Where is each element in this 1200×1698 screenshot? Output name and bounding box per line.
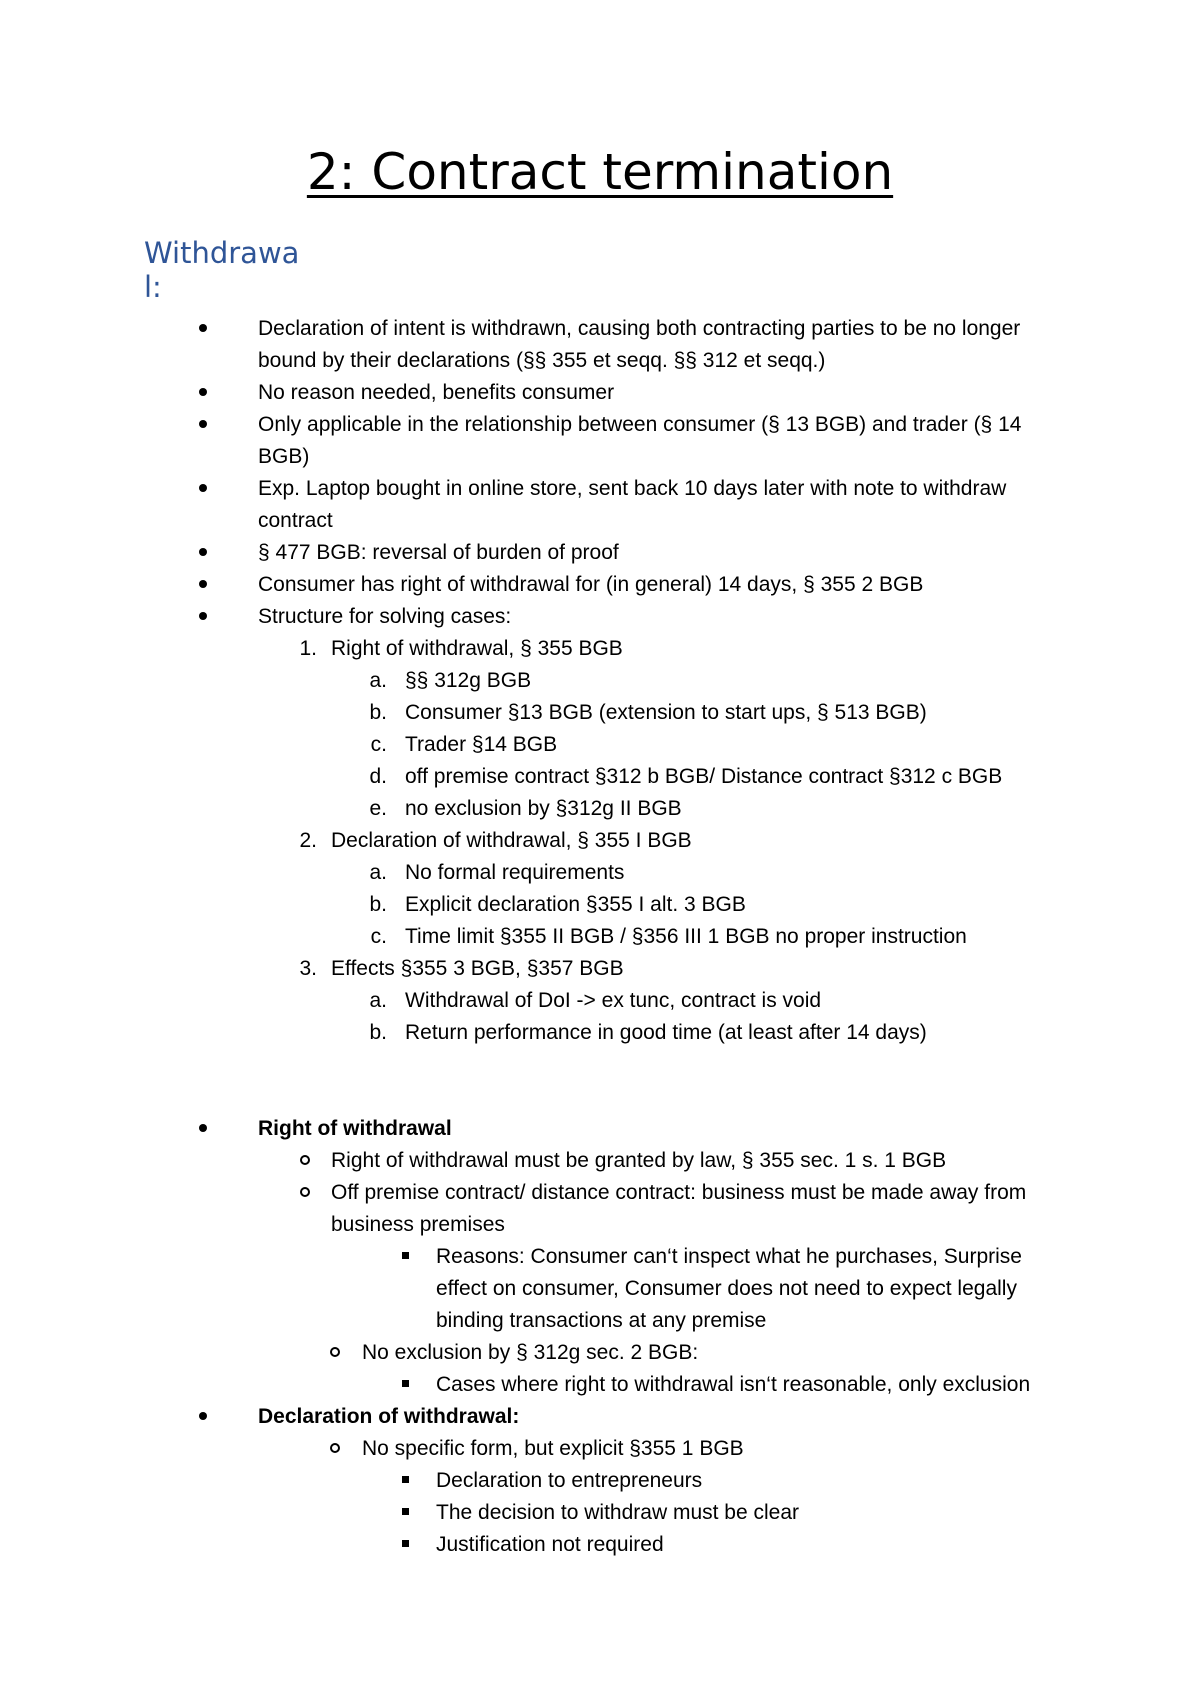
section-heading: Withdrawal: — [144, 236, 300, 304]
bullet-icon — [199, 473, 207, 505]
detail-item — [0, 1465, 1200, 1497]
lettered-item-text: No formal requirements — [405, 861, 625, 884]
page-title: 2: Contract termination — [306, 143, 894, 201]
list-item-text: Declaration of intent is withdrawn, causing both contracting parties to be no longer bound by their declarations (§§ 355 et seqq. §§ 312 et seqq.) — [258, 317, 1021, 372]
item-letter: a. — [369, 669, 387, 692]
lettered-item — [0, 1017, 1200, 1049]
list-item — [0, 473, 1200, 537]
lettered-item-text: Explicit declaration §355 I alt. 3 BGB — [405, 893, 746, 916]
lettered-item — [0, 857, 1200, 889]
lettered-item-text: off premise contract §312 b BGB/ Distance contract §312 c BGB — [405, 765, 1003, 788]
item-number: 3. — [299, 957, 317, 980]
lettered-item — [0, 729, 1200, 761]
bullet-icon — [199, 409, 207, 441]
lettered-item — [0, 697, 1200, 729]
item-letter: a. — [369, 861, 387, 884]
list-item — [0, 569, 1200, 601]
bullet-icon — [199, 1113, 207, 1145]
lettered-item-text: Time limit §355 II BGB / §356 III 1 BGB no proper instruction — [405, 925, 967, 948]
list-item — [0, 377, 1200, 409]
lettered-item — [0, 921, 1200, 953]
circle-bullet-icon — [330, 1337, 340, 1369]
list-item-text: No reason needed, benefits consumer — [258, 381, 615, 404]
lettered-item-text: §§ 312g BGB — [405, 669, 532, 692]
lettered-item — [0, 889, 1200, 921]
item-letter: b. — [369, 701, 387, 724]
lettered-item-text: no exclusion by §312g II BGB — [405, 797, 682, 820]
square-bullet-icon — [402, 1497, 409, 1529]
bullet-icon — [199, 537, 207, 569]
detail-item-text: The decision to withdraw must be clear — [436, 1501, 799, 1524]
numbered-item — [0, 825, 1200, 857]
list-item-text: Consumer has right of withdrawal for (in general) 14 days, § 355 2 BGB — [258, 573, 924, 596]
subsection-heading: Declaration of withdrawal: — [258, 1405, 520, 1428]
lettered-item-text: Trader §14 BGB — [405, 733, 558, 756]
list-item — [0, 1113, 1200, 1145]
item-letter: d. — [369, 765, 387, 788]
list-item — [0, 601, 1200, 633]
detail-item — [0, 1529, 1200, 1561]
detail-item — [0, 1241, 1200, 1337]
sub-list-item-text: Off premise contract/ distance contract: business must be made away from business premises — [331, 1181, 1027, 1236]
bullet-icon — [199, 377, 207, 409]
sub-list-item-text: Right of withdrawal must be granted by law, § 355 sec. 1 s. 1 BGB — [331, 1149, 947, 1172]
circle-bullet-icon — [330, 1433, 340, 1465]
lettered-item — [0, 985, 1200, 1017]
list-item — [0, 1401, 1200, 1433]
lettered-item-text: Withdrawal of DoI -> ex tunc, contract is void — [405, 989, 822, 1012]
bullet-icon — [199, 569, 207, 601]
document-body — [0, 313, 1200, 1561]
square-bullet-icon — [402, 1529, 409, 1561]
square-bullet-icon — [402, 1241, 409, 1273]
numbered-item — [0, 953, 1200, 985]
item-letter: a. — [369, 989, 387, 1012]
bullet-icon — [199, 601, 207, 633]
list-item-text: Exp. Laptop bought in online store, sent back 10 days later with note to withdraw contract — [258, 477, 1007, 532]
lettered-item — [0, 761, 1200, 793]
list-item-text: Structure for solving cases: — [258, 605, 512, 628]
item-number: 1. — [299, 637, 317, 660]
sub-list-item — [0, 1177, 1200, 1241]
lettered-item-text: Consumer §13 BGB (extension to start ups, § 513 BGB) — [405, 701, 927, 724]
bullet-icon — [199, 1401, 207, 1433]
list-item-text: § 477 BGB: reversal of burden of proof — [258, 541, 619, 564]
spacer — [0, 1049, 1200, 1113]
detail-item-text: Justification not required — [436, 1533, 664, 1556]
sub-list-item — [0, 1337, 1200, 1369]
circle-bullet-icon — [300, 1145, 310, 1177]
lettered-item — [0, 793, 1200, 825]
list-item — [0, 537, 1200, 569]
square-bullet-icon — [402, 1369, 409, 1401]
detail-item — [0, 1369, 1200, 1401]
item-letter: b. — [369, 1021, 387, 1044]
list-item — [0, 313, 1200, 377]
sub-list-item — [0, 1433, 1200, 1465]
detail-item — [0, 1497, 1200, 1529]
list-item — [0, 409, 1200, 473]
numbered-item — [0, 633, 1200, 665]
sub-list-item-text: No specific form, but explicit §355 1 BGB — [362, 1437, 744, 1460]
lettered-item — [0, 665, 1200, 697]
numbered-item-text: Right of withdrawal, § 355 BGB — [331, 637, 623, 660]
detail-item-text: Reasons: Consumer can‘t inspect what he purchases, Surprise effect on consumer, Consumer does not need to expect legally binding transactions at any premise — [436, 1245, 1022, 1332]
item-letter: c. — [370, 925, 387, 948]
list-item-text: Only applicable in the relationship between consumer (§ 13 BGB) and trader (§ 14 BGB) — [258, 413, 1022, 468]
numbered-item-text: Declaration of withdrawal, § 355 I BGB — [331, 829, 692, 852]
lettered-item-text: Return performance in good time (at least after 14 days) — [405, 1021, 927, 1044]
item-letter: b. — [369, 893, 387, 916]
item-letter: c. — [370, 733, 387, 756]
detail-item-text: Declaration to entrepreneurs — [436, 1469, 703, 1492]
sub-list-item — [0, 1145, 1200, 1177]
sub-list-item-text: No exclusion by § 312g sec. 2 BGB: — [362, 1341, 699, 1364]
item-number: 2. — [299, 829, 317, 852]
circle-bullet-icon — [300, 1177, 310, 1209]
item-letter: e. — [369, 797, 387, 820]
numbered-item-text: Effects §355 3 BGB, §357 BGB — [331, 957, 624, 980]
subsection-heading: Right of withdrawal — [258, 1117, 452, 1140]
square-bullet-icon — [402, 1465, 409, 1497]
bullet-icon — [199, 313, 207, 345]
detail-item-text: Cases where right to withdrawal isn‘t reasonable, only exclusion — [436, 1373, 1031, 1396]
